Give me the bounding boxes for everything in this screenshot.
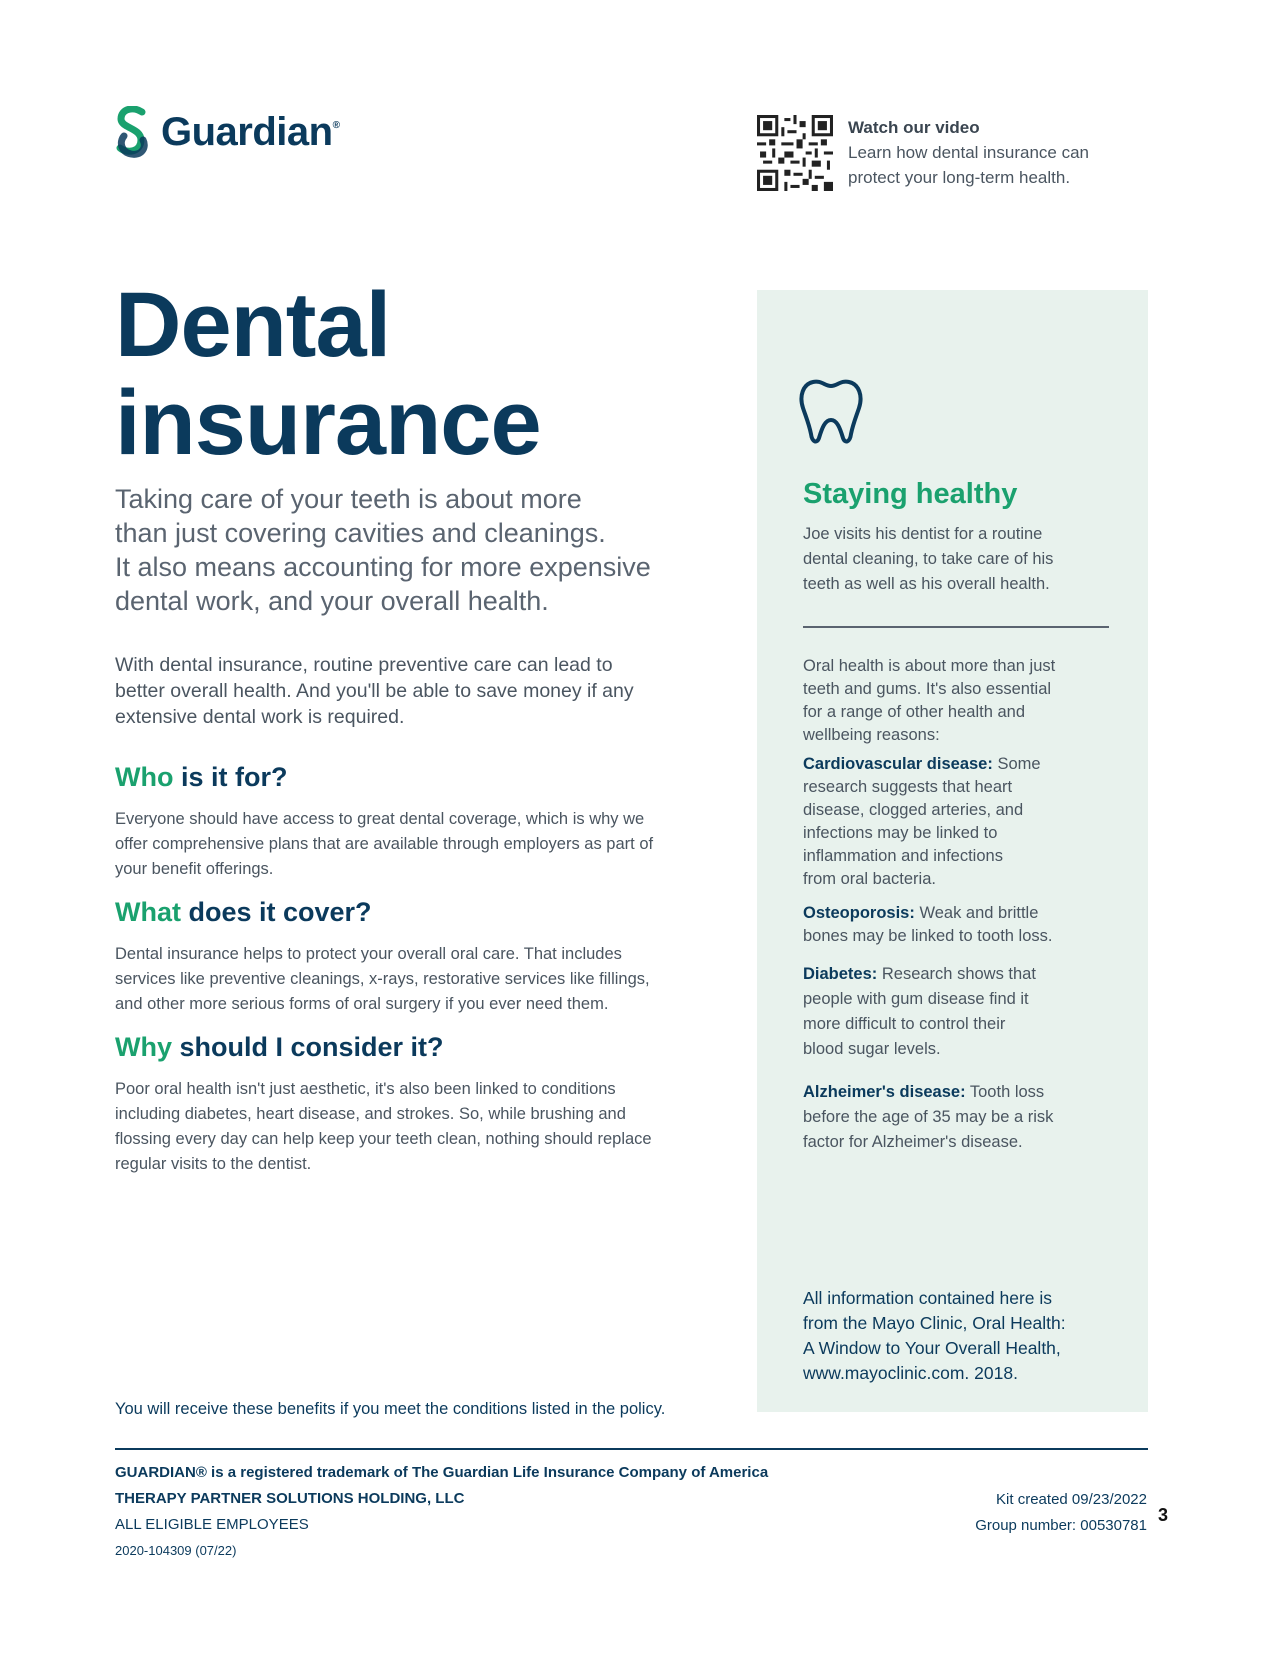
video-callout: [848, 116, 1148, 190]
footer-eligibility: ALL ELIGIBLE EMPLOYEES: [115, 1516, 309, 1533]
video-desc-line: protect your long-term health.: [848, 168, 1071, 187]
video-desc-line: Learn how dental insurance can: [848, 143, 1089, 162]
group-number: Group number: 00530781: [975, 1517, 1147, 1534]
kit-created: Kit created 09/23/2022: [996, 1491, 1147, 1508]
section-body-why: Poor oral health isn't just aesthetic, it's also been linked to conditions including diabetes, heart disease, and strokes. So, while brushing and flossing every day can help keep your teeth clean, nothing should replace regular visits to the dentist.: [115, 1080, 652, 1173]
page-number: 3: [1158, 1505, 1169, 1525]
lead-paragraph: Taking care of your teeth is about more than just covering cavities and cleanings. It also means accounting for more expensive dental work, and your overall health.: [115, 484, 651, 616]
qr-code-icon[interactable]: [757, 115, 833, 191]
condition-osteoporosis: Osteoporosis: Weak and brittle bones may be linked to tooth loss.: [803, 904, 1053, 945]
guardian-logo: [115, 106, 339, 158]
condition-alzheimers: Alzheimer's disease: Tooth loss before the age of 35 may be a risk factor for Alzheimer's disease.: [803, 1083, 1054, 1151]
section-body-who: Everyone should have access to great dental coverage, which is why we offer comprehensive plans that are available through employers as part of your benefit offerings.: [115, 810, 654, 878]
disclaimer: You will receive these benefits if you meet the conditions listed in the policy.: [115, 1400, 666, 1418]
sidebar-oral-health: Oral health is about more than just teeth and gums. It's also essential for a range of other health and wellbeing reasons:: [803, 657, 1056, 744]
footer-form-code: 2020-104309 (07/22): [115, 1543, 237, 1558]
sidebar-divider: [803, 626, 1109, 628]
page-title: Dental insurance: [115, 274, 541, 474]
guardian-logo-icon: [115, 106, 151, 158]
intro-paragraph: With dental insurance, routine preventive care can lead to better overall health. And you'll be able to save money if any extensive dental work is required.: [115, 654, 634, 728]
sidebar-heading: Staying healthy: [803, 478, 1018, 510]
tooth-icon: [795, 372, 875, 452]
sidebar-story: Joe visits his dentist for a routine dental cleaning, to take care of his teeth as well as his overall health.: [803, 525, 1054, 593]
footer-company: THERAPY PARTNER SOLUTIONS HOLDING, LLC: [115, 1490, 465, 1507]
section-body-what: Dental insurance helps to protect your overall oral care. That includes services like preventive cleanings, x-rays, restorative services like fillings, and other more serious forms of oral surgery if you ever need them.: [115, 945, 650, 1013]
section-heading-who: Who is it for?: [115, 762, 288, 792]
condition-diabetes: Diabetes: Research shows that people with gum disease find it more difficult to control their blood sugar levels.: [803, 965, 1036, 1058]
section-heading-what: What does it cover?: [115, 897, 372, 927]
footer-trademark: GUARDIAN® is a registered trademark of The Guardian Life Insurance Company of America: [115, 1464, 769, 1481]
section-heading-why: Why should I consider it?: [115, 1032, 444, 1062]
footer-divider: [115, 1448, 1148, 1450]
condition-cardiovascular: Cardiovascular disease: Some research suggests that heart disease, clogged arteries, and infections may be linked to inflammation and infections from oral bacteria.: [803, 755, 1041, 888]
sidebar-source: All information contained here is from the Mayo Clinic, Oral Health: A Window to Your Overall Health, www.mayoclinic.com. 2018.: [803, 1288, 1066, 1383]
guardian-wordmark: Guardian®: [161, 109, 340, 154]
video-title[interactable]: Watch our video: [848, 118, 980, 137]
